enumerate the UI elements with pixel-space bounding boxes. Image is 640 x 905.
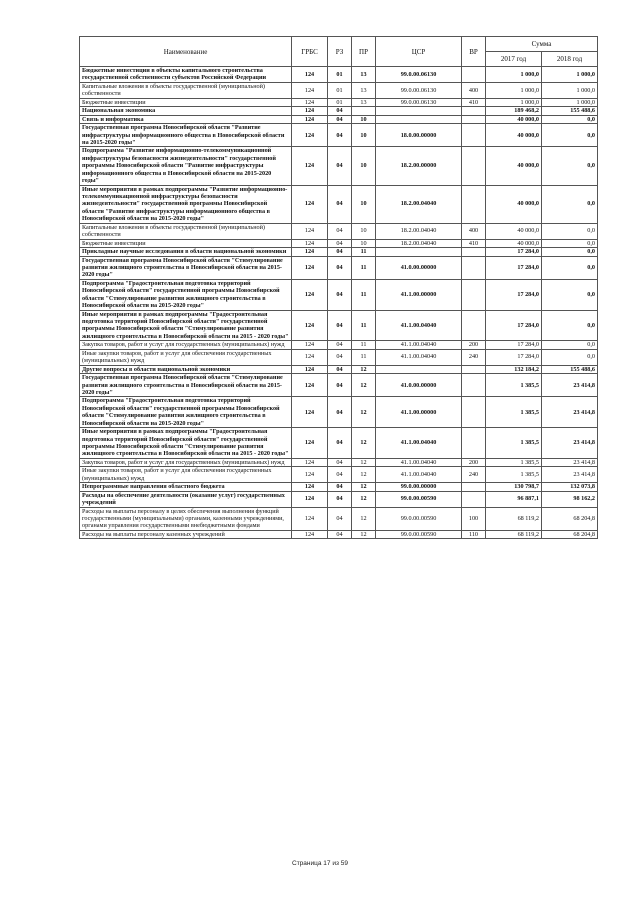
row-name-cell: Расходы на выплаты персоналу в целях обеспечения выполнения функций государственными (муниципальными) органами, казенными учреждениями, органами управления государственными внебюджетными фондами: [80, 507, 292, 530]
row-2018-cell: 98 162,2: [542, 491, 598, 507]
row-vr-cell: [462, 256, 486, 279]
row-2017-cell: 17 284,0: [486, 310, 542, 341]
row-vr-cell: [462, 483, 486, 491]
row-pr-cell: 11: [352, 341, 376, 349]
row-2017-cell: 40 000,0: [486, 239, 542, 247]
table-row: [80, 458, 598, 466]
table-row: [80, 82, 598, 98]
row-csr-cell: 99.0.00.06130: [376, 82, 462, 98]
row-rz-cell: 04: [328, 365, 352, 373]
row-2018-cell: 0,0: [542, 349, 598, 365]
row-pr-cell: 12: [352, 483, 376, 491]
row-rz-cell: 04: [328, 256, 352, 279]
row-2017-cell: 1 385,5: [486, 397, 542, 428]
row-rz-cell: 04: [328, 341, 352, 349]
table-row: [80, 397, 598, 428]
row-name-cell: Иные мероприятия в рамках подпрограммы "Развитие информационно-телекоммуникационной инфраструктуры безопасности жизнедеятельности" государственной программы Новосибирской области "Развитие инфраструктуры информационного общества в Новосибирской области на 2015-2020 годы": [80, 185, 292, 223]
row-rz-cell: 04: [328, 428, 352, 459]
row-name-cell: Подпрограмма "Развитие информационно-телекоммуникационной инфраструктуры безопасности жизнедеятельности" государственной программы Новосибирской области "Развитие инфраструктуры информационного общества в Новосибирской области на 2015-2020 годы": [80, 147, 292, 185]
row-grbs-cell: 124: [292, 374, 328, 397]
document-page: [79, 36, 597, 539]
row-2017-cell: 17 284,0: [486, 279, 542, 310]
row-vr-cell: 240: [462, 467, 486, 483]
row-pr-cell: 10: [352, 239, 376, 247]
row-rz-cell: 04: [328, 223, 352, 239]
row-2017-cell: 1 385,5: [486, 467, 542, 483]
row-csr-cell: [376, 107, 462, 115]
row-csr-cell: 18.2.00.04040: [376, 185, 462, 223]
row-pr-cell: 13: [352, 98, 376, 106]
row-2018-cell: 1 000,0: [542, 67, 598, 83]
row-2017-cell: 40 000,0: [486, 147, 542, 185]
table-row: [80, 365, 598, 373]
row-vr-cell: [462, 365, 486, 373]
row-pr-cell: 12: [352, 397, 376, 428]
row-pr-cell: 12: [352, 530, 376, 538]
row-csr-cell: 41.1.00.00000: [376, 397, 462, 428]
table-body: [80, 67, 598, 539]
row-name-cell: Государственная программа Новосибирской области "Стимулирование развития жилищного строительства в Новосибирской области на 2015-2020 годы": [80, 374, 292, 397]
header-2018: 2018 год: [542, 52, 598, 67]
row-grbs-cell: 124: [292, 67, 328, 83]
row-rz-cell: 04: [328, 107, 352, 115]
row-2018-cell: 0,0: [542, 185, 598, 223]
header-rz: РЗ: [328, 37, 352, 67]
row-name-cell: Бюджетные инвестиции: [80, 98, 292, 106]
row-csr-cell: 41.1.00.04040: [376, 467, 462, 483]
table-row: [80, 507, 598, 530]
header-2017: 2017 год: [486, 52, 542, 67]
row-2018-cell: 155 488,6: [542, 107, 598, 115]
row-grbs-cell: 124: [292, 239, 328, 247]
row-vr-cell: 240: [462, 349, 486, 365]
table-row: [80, 491, 598, 507]
row-2017-cell: 132 184,2: [486, 365, 542, 373]
row-2017-cell: 68 119,2: [486, 530, 542, 538]
row-pr-cell: 13: [352, 67, 376, 83]
header-name: Наименование: [80, 37, 292, 67]
row-2017-cell: 1 000,0: [486, 82, 542, 98]
row-grbs-cell: 124: [292, 279, 328, 310]
table-row: [80, 67, 598, 83]
table-row: [80, 239, 598, 247]
row-name-cell: Расходы на выплаты персоналу казенных учреждений: [80, 530, 292, 538]
row-pr-cell: 12: [352, 365, 376, 373]
row-grbs-cell: 124: [292, 107, 328, 115]
row-name-cell: Капитальные вложения в объекты государственной (муниципальной) собственности: [80, 223, 292, 239]
table-row: [80, 374, 598, 397]
row-vr-cell: 400: [462, 223, 486, 239]
table-row: [80, 115, 598, 123]
row-2017-cell: 130 798,7: [486, 483, 542, 491]
row-csr-cell: 41.1.00.04040: [376, 458, 462, 466]
row-2018-cell: 0,0: [542, 147, 598, 185]
row-csr-cell: 99.0.00.06130: [376, 67, 462, 83]
table-row: [80, 98, 598, 106]
row-2018-cell: 0,0: [542, 124, 598, 147]
row-rz-cell: 04: [328, 397, 352, 428]
table-row: [80, 428, 598, 459]
row-2018-cell: 1 000,0: [542, 98, 598, 106]
row-grbs-cell: 124: [292, 248, 328, 256]
row-csr-cell: 41.1.00.04040: [376, 428, 462, 459]
row-vr-cell: [462, 310, 486, 341]
row-vr-cell: 200: [462, 341, 486, 349]
row-pr-cell: 12: [352, 491, 376, 507]
header-csr: ЦСР: [376, 37, 462, 67]
row-rz-cell: 04: [328, 310, 352, 341]
row-name-cell: Другие вопросы в области национальной экономики: [80, 365, 292, 373]
row-2018-cell: 132 073,8: [542, 483, 598, 491]
row-pr-cell: 12: [352, 467, 376, 483]
row-csr-cell: 18.2.00.00000: [376, 147, 462, 185]
header-vr: ВР: [462, 37, 486, 67]
table-row: [80, 483, 598, 491]
row-vr-cell: [462, 397, 486, 428]
row-grbs-cell: 124: [292, 115, 328, 123]
row-csr-cell: 18.2.00.04040: [376, 239, 462, 247]
row-grbs-cell: 124: [292, 349, 328, 365]
row-rz-cell: 04: [328, 115, 352, 123]
row-rz-cell: 04: [328, 239, 352, 247]
row-vr-cell: 410: [462, 239, 486, 247]
row-vr-cell: [462, 428, 486, 459]
row-name-cell: Подпрограмма "Градостроительная подготовка территорий Новосибирской области" государственной программы Новосибирской области "Стимулирование развития жилищного строительства в Новосибирской области на 2015-2020 годы": [80, 279, 292, 310]
row-2017-cell: 40 000,0: [486, 223, 542, 239]
row-2018-cell: 23 414,8: [542, 374, 598, 397]
row-rz-cell: 04: [328, 507, 352, 530]
row-vr-cell: [462, 124, 486, 147]
row-name-cell: Иные закупки товаров, работ и услуг для обеспечения государственных (муниципальных) нужд: [80, 467, 292, 483]
row-name-cell: Подпрограмма "Градостроительная подготовка территорий Новосибирской области" государственной программы Новосибирской области "Стимулирование развития жилищного строительства в Новосибирской области на 2015-2020 годы": [80, 397, 292, 428]
row-2017-cell: 40 000,0: [486, 124, 542, 147]
row-name-cell: Расходы на обеспечение деятельности (оказание услуг) государственных учреждений: [80, 491, 292, 507]
row-name-cell: Иные мероприятия в рамках подпрограммы "Градостроительная подготовка территорий Новосибирской области" государственной программы Новосибирской области "Стимулирование развития жилищного строительства в Новосибирской области на 2015 - 2020 годы": [80, 428, 292, 459]
row-name-cell: Государственная программа Новосибирской области "Развитие инфраструктуры информационного общества в Новосибирской области на 2015-2020 годы": [80, 124, 292, 147]
row-vr-cell: [462, 147, 486, 185]
table-row: [80, 349, 598, 365]
row-csr-cell: 18.0.00.00000: [376, 124, 462, 147]
row-name-cell: Капитальные вложения в объекты государственной (муниципальной) собственности: [80, 82, 292, 98]
row-name-cell: Непрограммные направления областного бюджета: [80, 483, 292, 491]
table-row: [80, 124, 598, 147]
row-pr-cell: 12: [352, 374, 376, 397]
row-2017-cell: 1 385,5: [486, 428, 542, 459]
row-pr-cell: 10: [352, 223, 376, 239]
row-2017-cell: 189 468,2: [486, 107, 542, 115]
row-csr-cell: [376, 365, 462, 373]
row-name-cell: Иные мероприятия в рамках подпрограммы "Градостроительная подготовка территорий Новосибирской области" государственной программы Новосибирской области "Стимулирование развития жилищного строительства в Новосибирской области на 2015 - 2020 годы": [80, 310, 292, 341]
row-grbs-cell: 124: [292, 223, 328, 239]
row-rz-cell: 04: [328, 530, 352, 538]
row-name-cell: Иные закупки товаров, работ и услуг для обеспечения государственных (муниципальных) нужд: [80, 349, 292, 365]
row-grbs-cell: 124: [292, 310, 328, 341]
row-2017-cell: 40 000,0: [486, 185, 542, 223]
header-grbs: ГРБС: [292, 37, 328, 67]
row-2017-cell: 17 284,0: [486, 256, 542, 279]
row-pr-cell: 11: [352, 349, 376, 365]
row-vr-cell: [462, 67, 486, 83]
row-2018-cell: 0,0: [542, 341, 598, 349]
row-2017-cell: 1 385,5: [486, 374, 542, 397]
row-csr-cell: 41.0.00.00000: [376, 374, 462, 397]
row-pr-cell: 10: [352, 147, 376, 185]
row-pr-cell: 11: [352, 256, 376, 279]
row-2018-cell: 0,0: [542, 239, 598, 247]
row-2017-cell: 1 000,0: [486, 98, 542, 106]
row-vr-cell: [462, 115, 486, 123]
row-2017-cell: 1 000,0: [486, 67, 542, 83]
row-vr-cell: 110: [462, 530, 486, 538]
row-name-cell: Национальная экономика: [80, 107, 292, 115]
table-row: [80, 310, 598, 341]
row-name-cell: Закупка товаров, работ и услуг для государственных (муниципальных) нужд: [80, 458, 292, 466]
row-vr-cell: [462, 107, 486, 115]
row-rz-cell: 04: [328, 374, 352, 397]
row-2018-cell: 23 414,8: [542, 428, 598, 459]
table-row: [80, 248, 598, 256]
row-2018-cell: 68 204,8: [542, 530, 598, 538]
table-row: [80, 223, 598, 239]
row-2018-cell: 68 204,8: [542, 507, 598, 530]
table-row: [80, 341, 598, 349]
row-vr-cell: [462, 279, 486, 310]
row-2017-cell: 1 385,5: [486, 458, 542, 466]
row-grbs-cell: 124: [292, 397, 328, 428]
row-pr-cell: 12: [352, 458, 376, 466]
row-rz-cell: 04: [328, 185, 352, 223]
row-pr-cell: 13: [352, 82, 376, 98]
table-row: [80, 467, 598, 483]
row-csr-cell: 41.1.00.04040: [376, 349, 462, 365]
row-vr-cell: [462, 185, 486, 223]
row-csr-cell: 41.1.00.04040: [376, 341, 462, 349]
row-grbs-cell: 124: [292, 491, 328, 507]
row-rz-cell: 01: [328, 67, 352, 83]
row-grbs-cell: 124: [292, 428, 328, 459]
row-rz-cell: 01: [328, 98, 352, 106]
row-vr-cell: 400: [462, 82, 486, 98]
row-rz-cell: 04: [328, 483, 352, 491]
row-2017-cell: 17 284,0: [486, 341, 542, 349]
row-pr-cell: 10: [352, 115, 376, 123]
row-2018-cell: 0,0: [542, 248, 598, 256]
budget-table: [79, 36, 598, 539]
row-2018-cell: 23 414,8: [542, 397, 598, 428]
row-name-cell: Прикладные научные исследования в области национальной экономики: [80, 248, 292, 256]
row-rz-cell: 04: [328, 458, 352, 466]
row-vr-cell: [462, 248, 486, 256]
row-pr-cell: 10: [352, 124, 376, 147]
row-rz-cell: 04: [328, 147, 352, 185]
row-grbs-cell: 124: [292, 98, 328, 106]
table-row: [80, 147, 598, 185]
row-csr-cell: 99.0.00.00590: [376, 530, 462, 538]
row-grbs-cell: 124: [292, 467, 328, 483]
row-2018-cell: 0,0: [542, 256, 598, 279]
row-2017-cell: 68 119,2: [486, 507, 542, 530]
table-row: [80, 256, 598, 279]
row-rz-cell: 01: [328, 82, 352, 98]
row-rz-cell: 04: [328, 124, 352, 147]
row-grbs-cell: 124: [292, 185, 328, 223]
table-row: [80, 107, 598, 115]
row-vr-cell: [462, 374, 486, 397]
row-csr-cell: 99.0.00.00590: [376, 507, 462, 530]
row-grbs-cell: 124: [292, 256, 328, 279]
row-pr-cell: 12: [352, 507, 376, 530]
row-rz-cell: 04: [328, 349, 352, 365]
table-row: [80, 279, 598, 310]
row-csr-cell: [376, 248, 462, 256]
row-pr-cell: 11: [352, 310, 376, 341]
row-2017-cell: 17 284,0: [486, 248, 542, 256]
row-name-cell: Государственная программа Новосибирской области "Стимулирование развития жилищного строительства в Новосибирской области на 2015-2020 годы": [80, 256, 292, 279]
page-number: Страница 17 из 59: [292, 860, 348, 867]
row-csr-cell: [376, 115, 462, 123]
row-name-cell: Бюджетные инвестиции: [80, 239, 292, 247]
row-vr-cell: 100: [462, 507, 486, 530]
row-2018-cell: 23 414,8: [542, 467, 598, 483]
row-rz-cell: 04: [328, 491, 352, 507]
row-grbs-cell: 124: [292, 530, 328, 538]
row-pr-cell: 11: [352, 248, 376, 256]
row-csr-cell: 99.0.00.00000: [376, 483, 462, 491]
row-2018-cell: 0,0: [542, 223, 598, 239]
table-row: [80, 530, 598, 538]
row-2018-cell: 23 414,8: [542, 458, 598, 466]
row-grbs-cell: 124: [292, 483, 328, 491]
row-rz-cell: 04: [328, 248, 352, 256]
row-rz-cell: 04: [328, 279, 352, 310]
row-2017-cell: 40 000,0: [486, 115, 542, 123]
row-vr-cell: 200: [462, 458, 486, 466]
row-grbs-cell: 124: [292, 124, 328, 147]
row-pr-cell: [352, 107, 376, 115]
row-2018-cell: 155 488,6: [542, 365, 598, 373]
row-name-cell: Связь и информатика: [80, 115, 292, 123]
row-2018-cell: 0,0: [542, 115, 598, 123]
row-csr-cell: 41.0.00.00000: [376, 256, 462, 279]
row-grbs-cell: 124: [292, 147, 328, 185]
row-csr-cell: 41.1.00.04040: [376, 310, 462, 341]
row-csr-cell: 41.1.00.00000: [376, 279, 462, 310]
row-vr-cell: [462, 491, 486, 507]
row-vr-cell: 410: [462, 98, 486, 106]
row-pr-cell: 10: [352, 185, 376, 223]
row-csr-cell: 18.2.00.04040: [376, 223, 462, 239]
table-row: [80, 185, 598, 223]
header-pr: ПР: [352, 37, 376, 67]
row-name-cell: Закупка товаров, работ и услуг для государственных (муниципальных) нужд: [80, 341, 292, 349]
row-grbs-cell: 124: [292, 341, 328, 349]
row-csr-cell: 99.0.00.00590: [376, 491, 462, 507]
row-2018-cell: 0,0: [542, 279, 598, 310]
row-pr-cell: 11: [352, 279, 376, 310]
row-2017-cell: 96 887,1: [486, 491, 542, 507]
row-name-cell: Бюджетные инвестиции в объекты капитального строительства государственной собственности субъектов Российской Федерации: [80, 67, 292, 83]
row-rz-cell: 04: [328, 467, 352, 483]
header-sum: Сумма: [486, 37, 598, 52]
row-grbs-cell: 124: [292, 82, 328, 98]
row-2017-cell: 17 284,0: [486, 349, 542, 365]
row-grbs-cell: 124: [292, 458, 328, 466]
row-grbs-cell: 124: [292, 507, 328, 530]
row-grbs-cell: 124: [292, 365, 328, 373]
row-pr-cell: 12: [352, 428, 376, 459]
row-csr-cell: 99.0.00.06130: [376, 98, 462, 106]
row-2018-cell: 0,0: [542, 310, 598, 341]
row-2018-cell: 1 000,0: [542, 82, 598, 98]
